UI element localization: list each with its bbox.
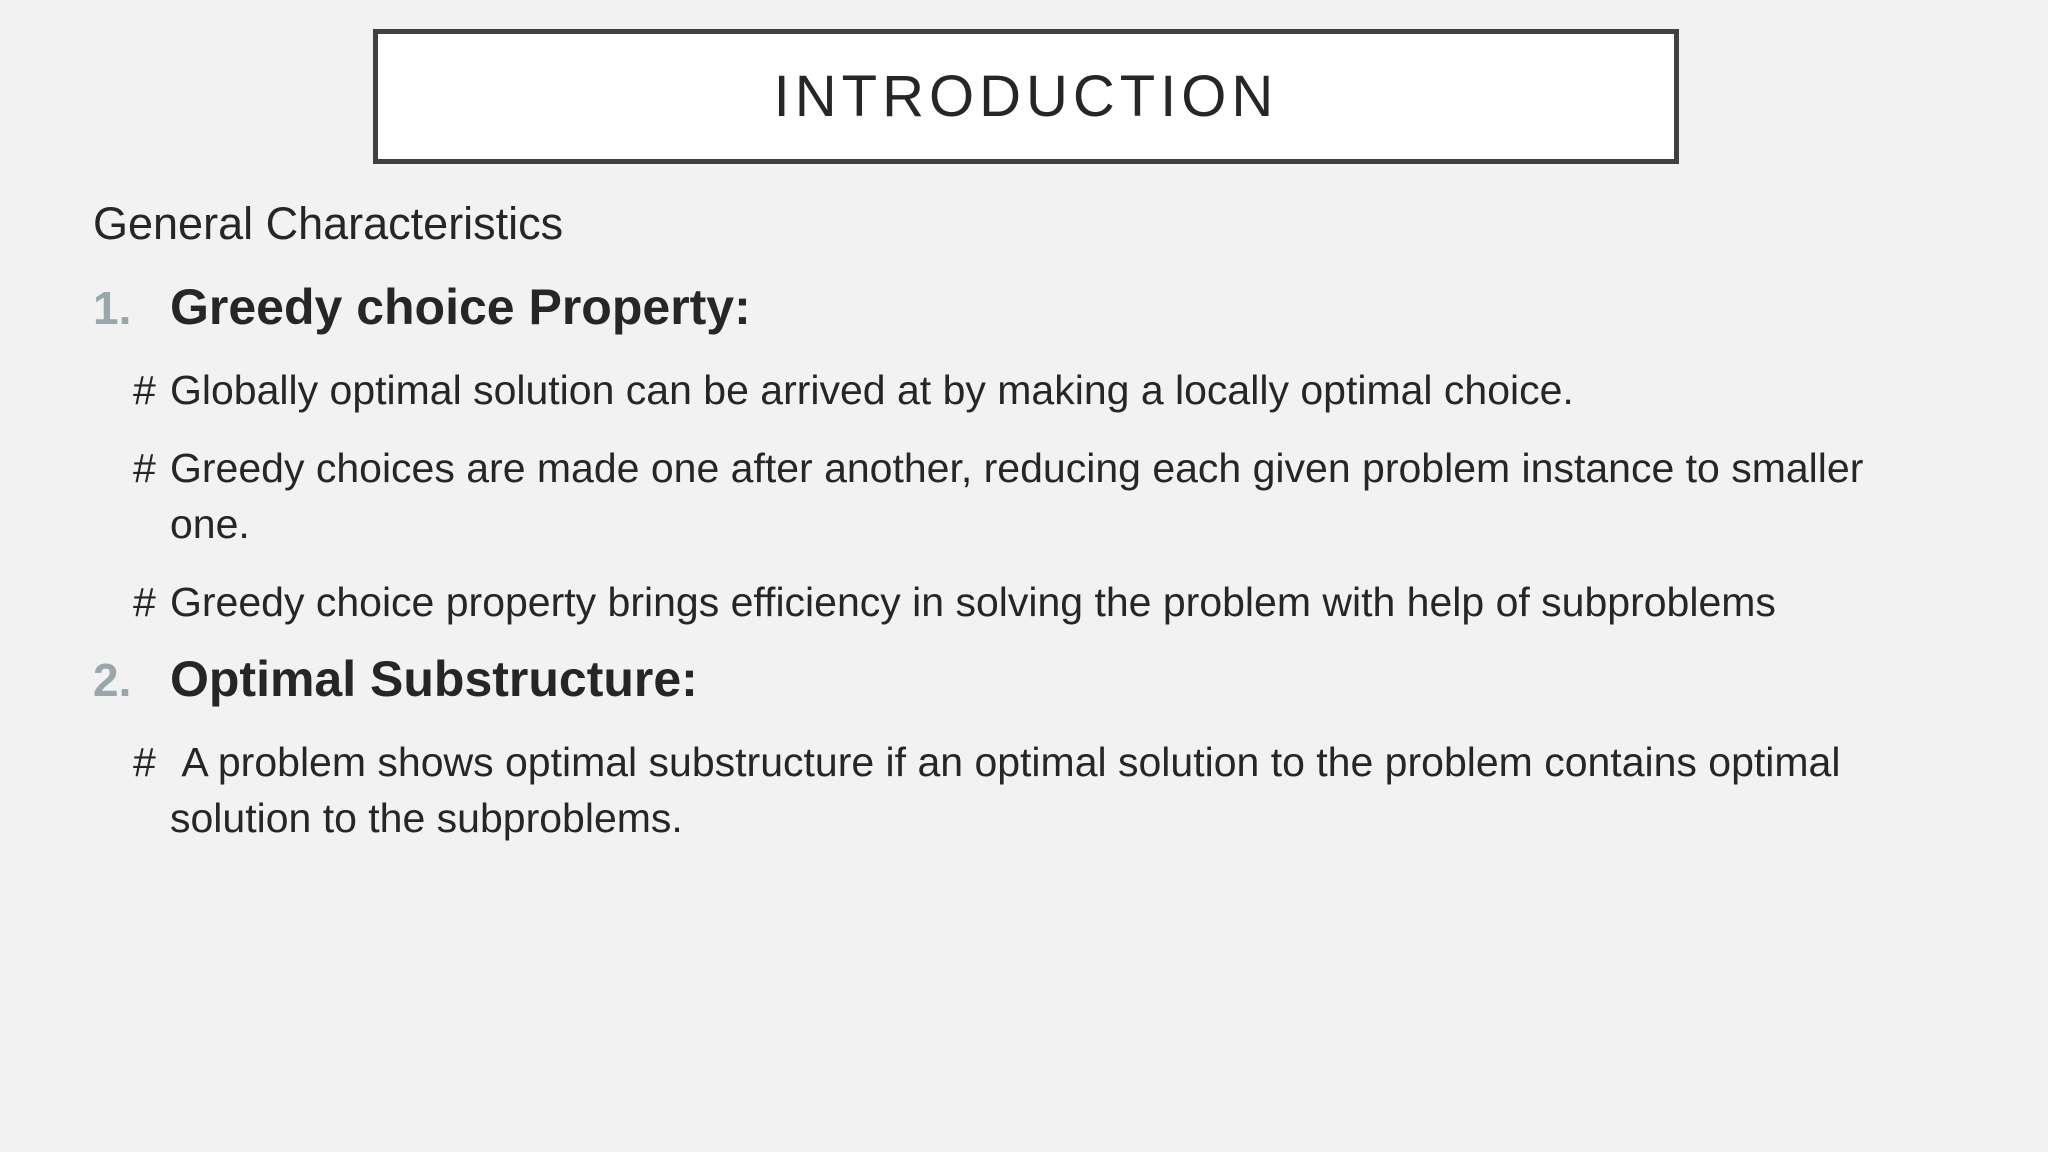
bullet-mark: # [133,739,156,785]
item-label: Optimal Substructure: [170,651,698,707]
bullet-text: Globally optimal solution can be arrived at by making a locally optimal choice. [170,367,1574,413]
numbered-item-optimal-substructure [93,650,698,708]
bullet-item [133,362,1703,418]
bullet-text: Greedy choices are made one after another, reducing each given problem instance to smaller one. [170,445,1864,547]
section-heading: General Characteristics [93,198,564,249]
bullet-item [133,440,1953,552]
bullet-item [133,574,1953,630]
item-label: Greedy choice Property: [170,279,751,335]
item-number: 2. [93,654,132,706]
bullet-mark: # [133,579,156,625]
bullet-text: Greedy choice property brings efficiency in solving the problem with help of subproblems [170,579,1776,625]
title-box [373,29,1679,164]
bullet-mark: # [133,445,156,491]
bullet-text: A problem shows optimal substructure if an optimal solution to the problem contains optimal solution to the subproblems. [170,739,1852,841]
numbered-item-greedy-choice [93,278,751,336]
item-number: 1. [93,282,132,334]
slide-title: INTRODUCTION [773,64,1279,129]
bullet-item [133,734,1973,846]
bullet-mark: # [133,367,156,413]
